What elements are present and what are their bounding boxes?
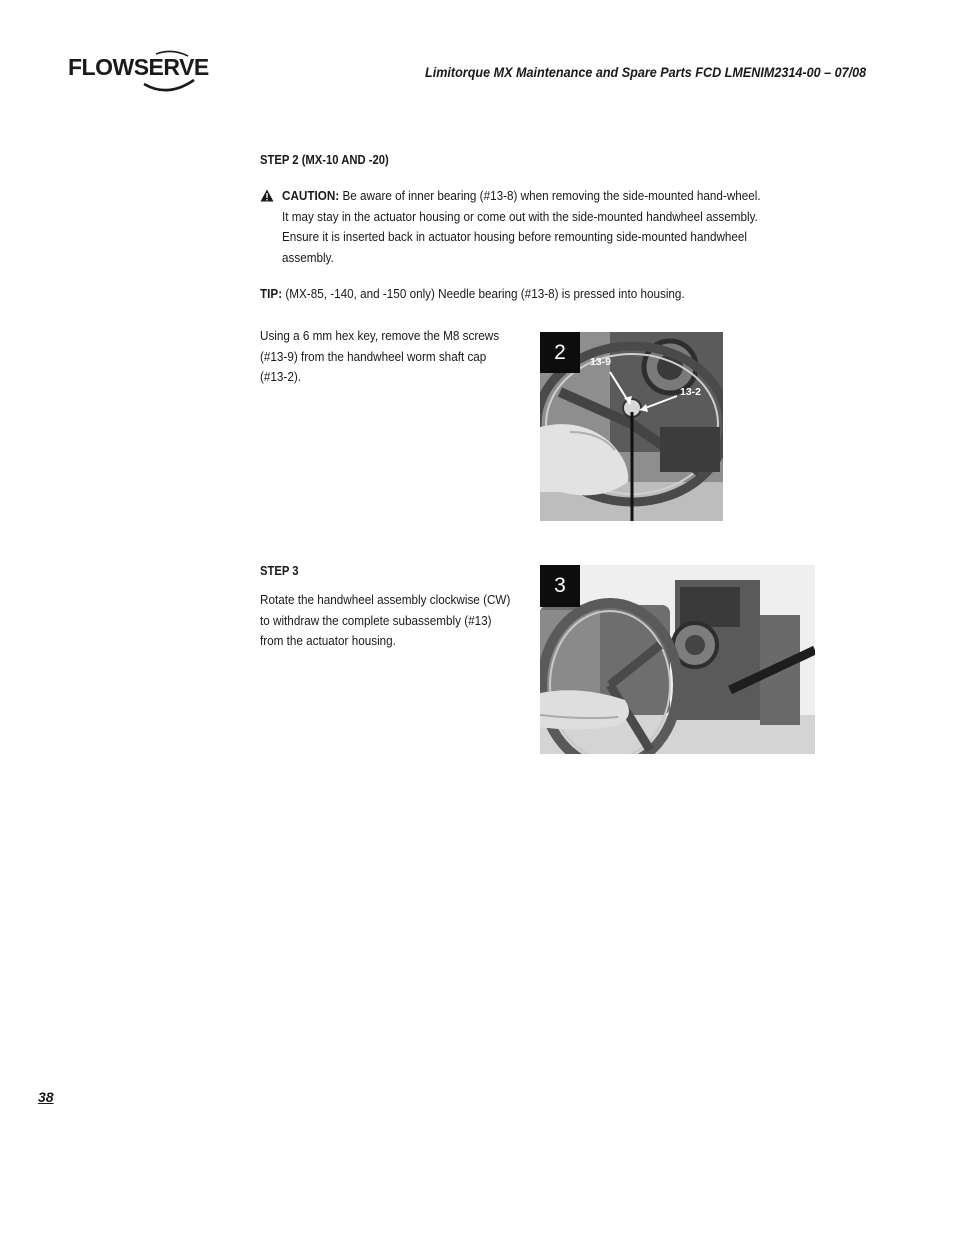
caution-body: Be aware of inner bearing (#13-8) when removing the side-mounted hand-wheel. It may stay in the actuator housing or come out with the side-mounted handwheel assembly. Ensure it is inserted back in actuator housing before remounting side-mounted handwheel assembly. <box>282 188 761 265</box>
tip-note <box>260 284 764 305</box>
caution-label: CAUTION: <box>282 188 340 203</box>
figure-2-callout-13-9: 13-9 <box>590 356 612 368</box>
figure-2-photo <box>540 332 723 521</box>
flowserve-logo <box>68 50 208 98</box>
step3-instruction: Rotate the handwheel assembly clockwise (CW) to withdraw the complete subassembly (#13) from the actuator housing. <box>260 592 511 648</box>
warning-triangle-icon <box>260 189 274 202</box>
logo-wordmark: FLOWSERVE <box>68 54 209 80</box>
step3-heading: STEP 3 <box>260 564 299 578</box>
document-header-title: Limitorque MX Maintenance and Spare Parts FCD LMENIM2314-00 – 07/08 <box>424 64 866 80</box>
figure-2-callout-13-2: 13-2 <box>680 386 702 398</box>
step2-instruction: Using a 6 mm hex key, remove the M8 screws (#13-9) from the handwheel worm shaft cap (#13-2). <box>260 328 500 384</box>
step2-heading: STEP 2 (MX-10 AND -20) <box>260 153 389 167</box>
figure-3-badge: 3 <box>540 565 580 607</box>
tip-body: (MX-85, -140, and -150 only) Needle bearing (#13-8) is pressed into housing. <box>282 286 685 301</box>
tip-label: TIP: <box>260 286 283 301</box>
caution-note <box>282 186 764 268</box>
figure-3-photo <box>540 565 815 754</box>
page-number: 38 <box>38 1089 54 1105</box>
handwheel-withdrawal-image <box>540 565 815 754</box>
logo-swoosh-icon <box>68 50 208 98</box>
figure-2-badge: 2 <box>540 332 580 373</box>
